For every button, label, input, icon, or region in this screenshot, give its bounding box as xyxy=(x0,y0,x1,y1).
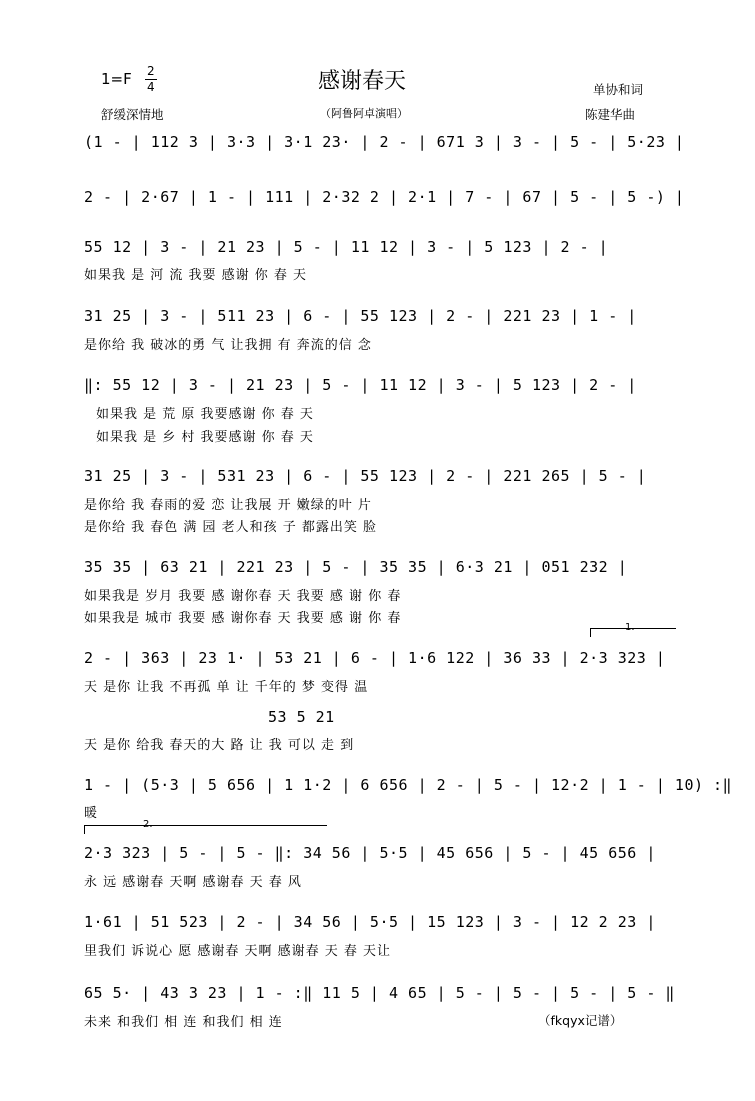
score-line-11: 1·61 | 51 523 | 2 - | 34 56 | 5·5 | 15 123 | 3 - | 12 2 23 | xyxy=(84,913,656,931)
song-title: 感谢春天 xyxy=(318,69,407,94)
lyrics-line-9: 暖 xyxy=(84,806,99,821)
time-signature-bottom: 4 xyxy=(147,80,155,94)
score-line-2: 2 - | 2·67 | 1 - | 111 | 2·32 2 | 2·1 | 7 - | 67 | 5 - | 5 -) | xyxy=(84,188,685,206)
lyrics-line-7a: 如果我是 岁月 我要 感 谢你春 天 我要 感 谢 你 春 xyxy=(84,589,402,604)
score-line-7: 35 35 | 63 21 | 221 23 | 5 - | 35 35 | 6·3 21 | 051 232 | xyxy=(84,558,628,576)
lyrics-line-6a: 是你给 我 春雨的爱 恋 让我展 开 嫩绿的叶 片 xyxy=(84,498,372,513)
score-line-8-alt: 53 5 21 xyxy=(268,708,335,726)
score-line-12: 65 5· | 43 3 23 | 1 - :‖ 11 5 | 4 65 | 5 - | 5 - | 5 - | 5 - ‖ xyxy=(84,984,675,1002)
score-line-9: 1 - | (5·3 | 5 656 | 1 1·2 | 6 656 | 2 - | 5 - | 12·2 | 1 - | 10) :‖ xyxy=(84,776,733,794)
score-line-6: 31 25 | 3 - | 531 23 | 6 - | 55 123 | 2 - | 221 265 | 5 - | xyxy=(84,467,647,485)
lyrics-line-7b: 如果我是 城市 我要 感 谢你春 天 我要 感 谢 你 春 xyxy=(84,611,402,626)
tempo-marking: 舒缓深情地 xyxy=(101,107,164,122)
performer: （阿鲁阿卓演唱） xyxy=(320,107,408,120)
score-line-10: 2·3 323 | 5 - | 5 - ‖: 34 56 | 5·5 | 45 656 | 5 - | 45 656 | xyxy=(84,844,656,862)
lyrics-line-11: 里我们 诉说心 愿 感谢春 天啊 感谢春 天 春 天让 xyxy=(84,944,392,959)
lyrics-line-3: 如果我 是 河 流 我要 感谢 你 春 天 xyxy=(84,268,308,283)
score-line-3: 55 12 | 3 - | 21 23 | 5 - | 11 12 | 3 - | 5 123 | 2 - | xyxy=(84,238,609,256)
volta-2-label: 2. xyxy=(143,819,153,830)
lyrics-line-10: 永 远 感谢春 天啊 感谢春 天 春 风 xyxy=(84,875,302,890)
score-line-1: (1 - | 112 3 | 3·3 | 3·1 23· | 2 - | 671 3 | 3 - | 5 - | 5·23 | xyxy=(84,133,685,151)
key-signature: 1=F xyxy=(101,70,132,88)
lyrics-line-6b: 是你给 我 春色 满 园 老人和孩 子 都露出笑 脸 xyxy=(84,520,378,535)
lyricist: 单协和词 xyxy=(593,82,644,97)
lyrics-line-5b: 如果我 是 乡 村 我要感谢 你 春 天 xyxy=(96,430,314,445)
score-line-4: 31 25 | 3 - | 511 23 | 6 - | 55 123 | 2 - | 221 23 | 1 - | xyxy=(84,307,637,325)
time-signature-top: 2 xyxy=(147,64,155,78)
lyrics-line-8b: 天 是你 给我 春天的大 路 让 我 可以 走 到 xyxy=(84,738,355,753)
composer: 陈建华曲 xyxy=(585,107,636,122)
score-line-5: ‖: 55 12 | 3 - | 21 23 | 5 - | 11 12 | 3 - | 5 123 | 2 - | xyxy=(84,376,637,394)
lyrics-line-8a: 天 是你 让我 不再孤 单 让 千年的 梦 变得 温 xyxy=(84,680,369,695)
lyrics-line-5a: 如果我 是 荒 原 我要感谢 你 春 天 xyxy=(96,407,314,422)
volta-2-bracket xyxy=(84,825,327,834)
lyrics-line-12: 未来 和我们 相 连 和我们 相 连 xyxy=(84,1015,283,1030)
volta-1-label: 1. xyxy=(625,622,635,633)
score-line-8: 2 - | 363 | 23 1· | 53 21 | 6 - | 1·6 122 | 36 33 | 2·3 323 | xyxy=(84,649,666,667)
transcriber-credit: （fkqyx记谱） xyxy=(538,1013,623,1028)
lyrics-line-4: 是你给 我 破冰的勇 气 让我拥 有 奔流的信 念 xyxy=(84,338,372,353)
